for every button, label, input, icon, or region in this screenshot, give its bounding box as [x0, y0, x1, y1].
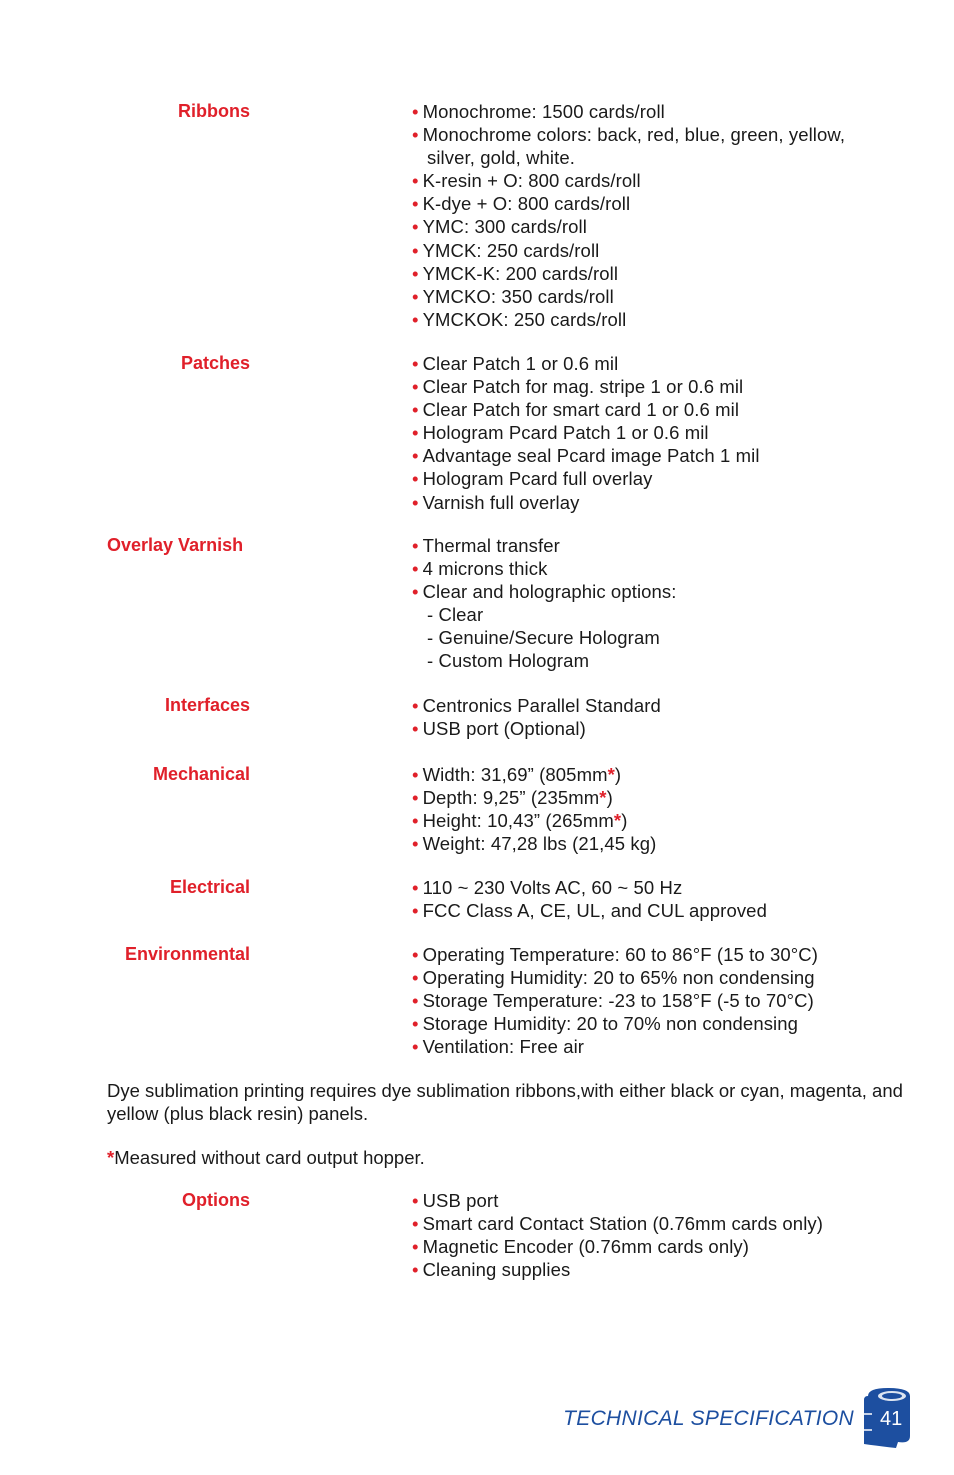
environmental-label: Environmental — [124, 944, 250, 964]
list-item: • YMCKO: 350 cards/roll — [412, 285, 614, 307]
list-item: • Hologram Pcard Patch 1 or 0.6 mil — [412, 422, 709, 444]
list-item: • Depth: 9,25” (235mm*) — [412, 787, 613, 809]
mechanical-label: Mechanical — [152, 764, 250, 784]
list-item: • Storage Humidity: 20 to 70% non condensing — [412, 1013, 799, 1035]
list-item: • Centronics Parallel Standard — [412, 695, 661, 716]
patches-label: Patches — [180, 353, 250, 373]
footnote — [107, 1146, 907, 1169]
section-footer-title: TECHNICAL SPECIFICATION — [563, 1407, 854, 1430]
overlay-varnish-label: Overlay Varnish — [107, 535, 244, 555]
page-number: 41 — [880, 1408, 903, 1430]
list-item: • 110 ~ 230 Volts AC, 60 ~ 50 Hz — [412, 877, 683, 898]
list-item: • Ventilation: Free air — [412, 1036, 585, 1058]
ribbons-label: Ribbons — [178, 101, 250, 121]
list-item: • Monochrome colors: back, red, blue, green, yellow, — [412, 124, 846, 146]
list-item: • Advantage seal Pcard image Patch 1 mil — [412, 445, 760, 467]
list-item: • Cleaning supplies — [412, 1259, 571, 1281]
list-item: • K-dye + O: 800 cards/roll — [412, 193, 631, 215]
list-item: • USB port — [412, 1190, 499, 1211]
dye-sublimation-note: Dye sublimation printing requires dye sublimation ribbons,with either black or cyan, magenta, and yellow (plus black resin) panels. — [107, 1080, 903, 1125]
list-item: • Operating Temperature: 60 to 86°F (15 to 30°C) — [412, 944, 819, 965]
list-item: • Clear Patch for mag. stripe 1 or 0.6 mil — [412, 376, 744, 398]
interfaces-list — [412, 694, 661, 740]
options-list — [412, 1189, 823, 1281]
list-item: • Clear and holographic options: — [412, 581, 677, 603]
list-item: • Monochrome: 1500 cards/roll — [412, 101, 665, 122]
list-item: • Varnish full overlay — [412, 491, 580, 513]
electrical-list — [412, 876, 767, 922]
list-item: • YMC: 300 cards/roll — [412, 216, 587, 238]
list-item: • Width: 31,69” (805mm*) — [412, 764, 622, 785]
list-item: • Hologram Pcard full overlay — [412, 468, 653, 490]
list-item: • Smart card Contact Station (0.76mm cards only) — [412, 1213, 824, 1235]
electrical-label: Electrical — [169, 877, 250, 897]
ribbons-list — [412, 100, 845, 331]
footnote-text: Measured without card output hopper. — [114, 1147, 425, 1168]
list-item: • Storage Temperature: -23 to 158°F (-5 to 70°C) — [412, 990, 814, 1012]
sub-item: - Custom Hologram — [427, 650, 590, 672]
interfaces-label: Interfaces — [164, 695, 250, 715]
list-item: • USB port (Optional) — [412, 718, 586, 740]
list-item: • 4 microns thick — [412, 558, 548, 580]
list-item: • Operating Humidity: 20 to 65% non condensing — [412, 967, 815, 989]
list-item: • Thermal transfer — [412, 535, 560, 556]
options-label: Options — [182, 1190, 250, 1210]
environmental-list — [412, 943, 818, 1058]
overlay-varnish-list — [412, 534, 677, 673]
sub-item: - Clear — [427, 604, 484, 626]
list-item: • K-resin + O: 800 cards/roll — [412, 170, 641, 192]
list-item: • FCC Class A, CE, UL, and CUL approved — [412, 900, 767, 922]
list-item-continuation: silver, gold, white. — [427, 147, 576, 169]
sub-item: - Genuine/Secure Hologram — [427, 627, 660, 649]
list-item: • YMCK: 250 cards/roll — [412, 239, 600, 261]
list-item: • Height: 10,43” (265mm*) — [412, 810, 628, 832]
patches-list — [412, 352, 760, 514]
list-item: • Weight: 47,28 lbs (21,45 kg) — [412, 833, 657, 855]
list-item: • Magnetic Encoder (0.76mm cards only) — [412, 1236, 750, 1258]
list-item: • Clear Patch 1 or 0.6 mil — [412, 353, 619, 374]
list-item: • Clear Patch for smart card 1 or 0.6 mil — [412, 399, 740, 421]
list-item: • YMCK-K: 200 cards/roll — [412, 262, 619, 284]
footnote-marker: * — [107, 1147, 115, 1168]
mechanical-list — [412, 763, 656, 855]
list-item: • YMCKOK: 250 cards/roll — [412, 308, 627, 330]
